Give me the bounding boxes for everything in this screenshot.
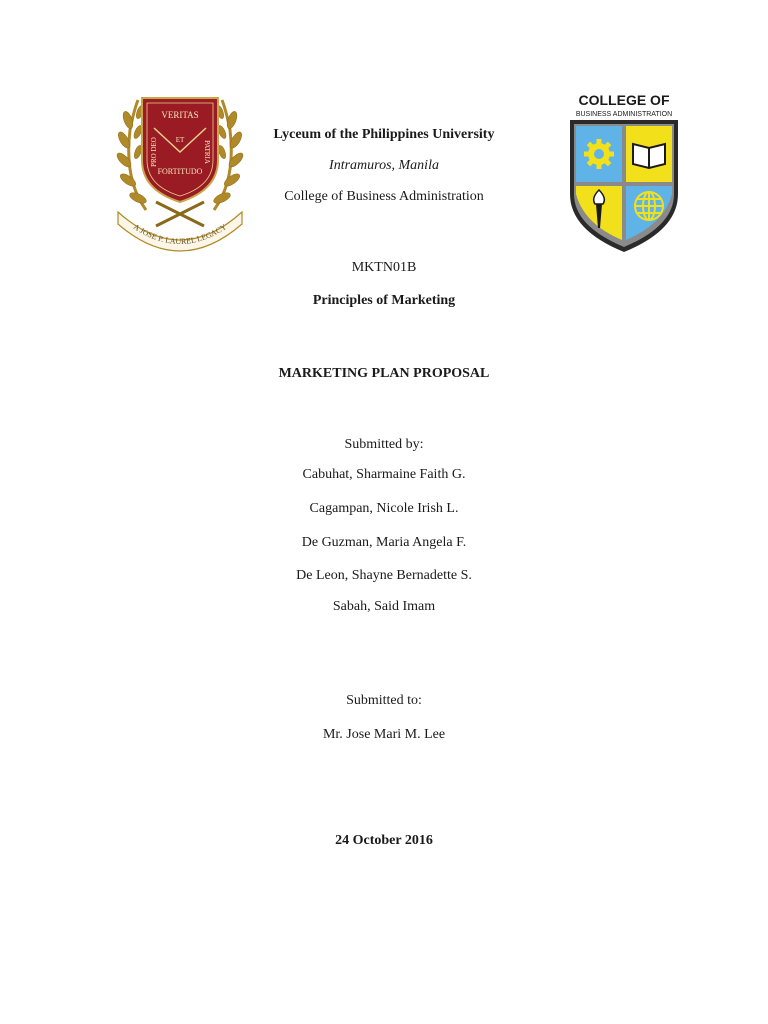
college-name: College of Business Administration xyxy=(284,189,484,204)
member-name: Sabah, Said Imam xyxy=(332,599,436,614)
submission-date: 24 October 2016 xyxy=(335,833,433,848)
university-location: Intramuros, Manila xyxy=(329,158,439,173)
adviser-name: Mr. Jose Mari M. Lee xyxy=(322,727,446,742)
seal-text-right: PATRIA xyxy=(203,140,211,164)
course-title: Principles of Marketing xyxy=(312,293,456,308)
cba-logo-subtitle: BUSINESS ADMINISTRATION xyxy=(575,111,673,118)
member-name: Cagampan, Nicole Irish L. xyxy=(309,501,459,516)
cba-logo-title: COLLEGE OF xyxy=(578,92,670,108)
university-name: Lyceum of the Philippines University xyxy=(273,127,495,142)
seal-text-center: ET xyxy=(175,136,185,144)
submitted-to-label: Submitted to: xyxy=(346,693,422,708)
member-name: De Leon, Shayne Bernadette S. xyxy=(296,568,472,583)
member-name: Cabuhat, Sharmaine Faith G. xyxy=(302,467,466,482)
seal-text-bottom: FORTITUDO xyxy=(157,167,203,176)
course-code: MKTN01B xyxy=(351,260,417,275)
document-title: MARKETING PLAN PROPOSAL xyxy=(278,366,490,381)
seal-text-left: PRO DEO xyxy=(150,137,158,167)
submitted-by-label: Submitted by: xyxy=(344,437,424,452)
seal-text-top: VERITAS xyxy=(161,110,199,120)
member-name: De Guzman, Maria Angela F. xyxy=(301,535,467,550)
seal-ribbon-text: A JOSE P. LAUREL LEGACY xyxy=(131,222,229,247)
